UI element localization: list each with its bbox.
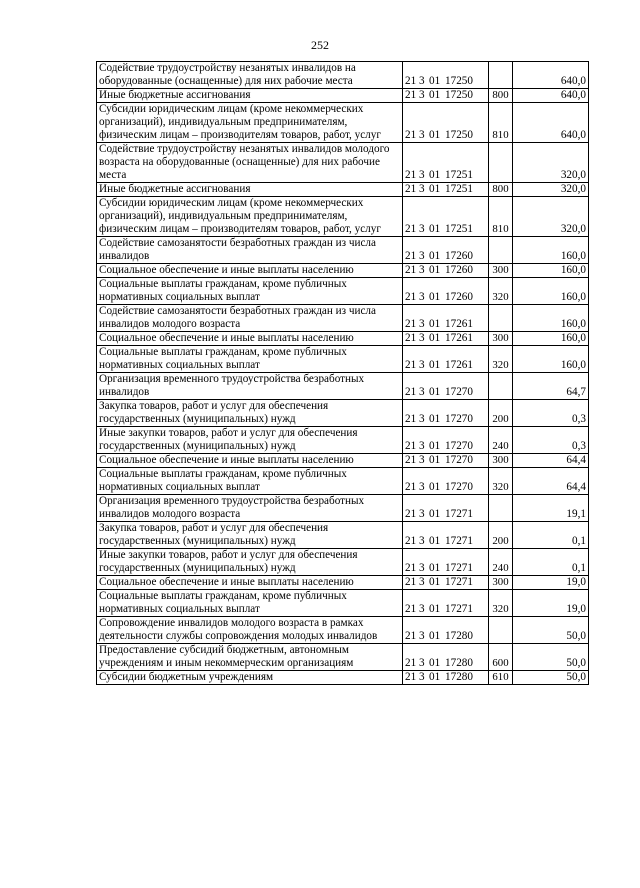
code-part: 21 — [405, 603, 417, 615]
code-part: 21 — [405, 264, 417, 276]
code-part: 3 — [419, 223, 425, 235]
row-name: Социальное обеспечение и иные выплаты населению — [97, 454, 403, 468]
row-expense-type: 200 — [489, 400, 513, 427]
code-part: 3 — [419, 603, 425, 615]
code-part: 3 — [419, 630, 425, 642]
row-code — [403, 143, 489, 183]
code-part: 17280 — [445, 630, 473, 642]
row-name: Закупка товаров, работ и услуг для обеспечения государственных (муниципальных) нужд — [97, 400, 403, 427]
table-row — [97, 454, 589, 468]
row-expense-type: 300 — [489, 264, 513, 278]
code-part: 21 — [405, 481, 417, 493]
code-part: 21 — [405, 630, 417, 642]
code-part: 21 — [405, 169, 417, 181]
code-part: 01 — [429, 603, 441, 615]
code-part: 3 — [419, 671, 425, 683]
code-part: 01 — [429, 454, 441, 466]
table-row — [97, 400, 589, 427]
row-name: Содействие самозанятости безработных граждан из числа инвалидов — [97, 237, 403, 264]
code-part: 21 — [405, 75, 417, 87]
row-amount: 64,4 — [513, 454, 589, 468]
code-part: 3 — [419, 183, 425, 195]
code-part: 17280 — [445, 657, 473, 669]
table-row — [97, 373, 589, 400]
row-expense-type: 320 — [489, 346, 513, 373]
row-code — [403, 264, 489, 278]
code-part: 21 — [405, 250, 417, 262]
code-part: 17270 — [445, 481, 473, 493]
row-name: Организация временного трудоустройства безработных инвалидов — [97, 373, 403, 400]
table-row — [97, 549, 589, 576]
code-part: 21 — [405, 671, 417, 683]
row-amount: 50,0 — [513, 644, 589, 671]
code-part: 17270 — [445, 386, 473, 398]
row-name: Иные бюджетные ассигнования — [97, 89, 403, 103]
code-part: 01 — [429, 562, 441, 574]
row-amount: 64,4 — [513, 468, 589, 495]
row-expense-type — [489, 237, 513, 264]
row-amount: 640,0 — [513, 89, 589, 103]
table-row — [97, 143, 589, 183]
code-part: 21 — [405, 413, 417, 425]
code-part: 01 — [429, 264, 441, 276]
code-part: 01 — [429, 318, 441, 330]
code-part: 3 — [419, 535, 425, 547]
code-part: 3 — [419, 440, 425, 452]
code-part: 01 — [429, 657, 441, 669]
row-name: Социальное обеспечение и иные выплаты населению — [97, 576, 403, 590]
code-part: 01 — [429, 630, 441, 642]
code-part: 21 — [405, 440, 417, 452]
row-expense-type: 810 — [489, 103, 513, 143]
code-part: 01 — [429, 183, 441, 195]
code-part: 17261 — [445, 332, 473, 344]
row-code — [403, 495, 489, 522]
code-part: 3 — [419, 264, 425, 276]
row-code — [403, 522, 489, 549]
row-expense-type: 800 — [489, 183, 513, 197]
code-part: 3 — [419, 359, 425, 371]
code-part: 01 — [429, 671, 441, 683]
code-part: 21 — [405, 535, 417, 547]
row-expense-type: 320 — [489, 468, 513, 495]
row-code — [403, 305, 489, 332]
row-name: Иные закупки товаров, работ и услуг для обеспечения государственных (муниципальных) нужд — [97, 427, 403, 454]
code-part: 21 — [405, 291, 417, 303]
row-amount: 50,0 — [513, 671, 589, 685]
row-code — [403, 278, 489, 305]
code-part: 17250 — [445, 129, 473, 141]
code-part: 17270 — [445, 413, 473, 425]
table-row — [97, 522, 589, 549]
row-name: Иные бюджетные ассигнования — [97, 183, 403, 197]
row-expense-type: 610 — [489, 671, 513, 685]
row-amount: 0,1 — [513, 549, 589, 576]
code-part: 17251 — [445, 183, 473, 195]
table-row — [97, 576, 589, 590]
row-name: Субсидии бюджетным учреждениям — [97, 671, 403, 685]
table-row — [97, 89, 589, 103]
table-row — [97, 495, 589, 522]
row-amount: 19,0 — [513, 590, 589, 617]
code-part: 3 — [419, 332, 425, 344]
code-part: 3 — [419, 129, 425, 141]
code-part: 21 — [405, 562, 417, 574]
row-code — [403, 454, 489, 468]
table-row — [97, 332, 589, 346]
row-expense-type: 800 — [489, 89, 513, 103]
code-part: 01 — [429, 89, 441, 101]
row-code — [403, 468, 489, 495]
code-part: 17251 — [445, 223, 473, 235]
row-expense-type: 300 — [489, 332, 513, 346]
row-name: Содействие самозанятости безработных граждан из числа инвалидов молодого возраста — [97, 305, 403, 332]
code-part: 21 — [405, 386, 417, 398]
code-part: 17271 — [445, 562, 473, 574]
row-name: Социальное обеспечение и иные выплаты населению — [97, 264, 403, 278]
row-amount: 320,0 — [513, 197, 589, 237]
table-row — [97, 617, 589, 644]
table-row — [97, 197, 589, 237]
row-expense-type — [489, 373, 513, 400]
table-row — [97, 103, 589, 143]
row-amount: 160,0 — [513, 305, 589, 332]
row-amount: 0,3 — [513, 427, 589, 454]
code-part: 21 — [405, 657, 417, 669]
row-code — [403, 197, 489, 237]
row-name: Иные закупки товаров, работ и услуг для обеспечения государственных (муниципальных) нужд — [97, 549, 403, 576]
row-expense-type — [489, 143, 513, 183]
row-name: Социальное обеспечение и иные выплаты населению — [97, 332, 403, 346]
code-part: 01 — [429, 223, 441, 235]
code-part: 01 — [429, 386, 441, 398]
row-name: Социальные выплаты гражданам, кроме публичных нормативных социальных выплат — [97, 590, 403, 617]
code-part: 3 — [419, 454, 425, 466]
code-part: 3 — [419, 576, 425, 588]
code-part: 3 — [419, 413, 425, 425]
code-part: 17280 — [445, 671, 473, 683]
code-part: 21 — [405, 359, 417, 371]
code-part: 01 — [429, 481, 441, 493]
table-row — [97, 468, 589, 495]
budget-table-body — [97, 62, 589, 685]
row-amount: 320,0 — [513, 143, 589, 183]
code-part: 01 — [429, 250, 441, 262]
table-row — [97, 305, 589, 332]
code-part: 01 — [429, 291, 441, 303]
code-part: 01 — [429, 440, 441, 452]
code-part: 17261 — [445, 318, 473, 330]
code-part: 01 — [429, 359, 441, 371]
table-row — [97, 346, 589, 373]
code-part: 17270 — [445, 454, 473, 466]
row-code — [403, 62, 489, 89]
row-amount: 19,0 — [513, 576, 589, 590]
table-row — [97, 62, 589, 89]
code-part: 3 — [419, 318, 425, 330]
code-part: 3 — [419, 386, 425, 398]
code-part: 17271 — [445, 508, 473, 520]
row-amount: 640,0 — [513, 103, 589, 143]
row-code — [403, 549, 489, 576]
row-name: Содействие трудоустройству незанятых инвалидов на оборудованные (оснащенные) для них рабочие места — [97, 62, 403, 89]
code-part: 3 — [419, 291, 425, 303]
row-amount: 320,0 — [513, 183, 589, 197]
code-part: 3 — [419, 481, 425, 493]
code-part: 17271 — [445, 603, 473, 615]
code-part: 21 — [405, 89, 417, 101]
row-amount: 0,1 — [513, 522, 589, 549]
row-amount: 160,0 — [513, 264, 589, 278]
row-code — [403, 644, 489, 671]
row-expense-type: 200 — [489, 522, 513, 549]
code-part: 01 — [429, 508, 441, 520]
row-expense-type: 600 — [489, 644, 513, 671]
page-number: 252 — [311, 38, 329, 52]
code-part: 3 — [419, 89, 425, 101]
row-expense-type: 810 — [489, 197, 513, 237]
row-amount: 160,0 — [513, 332, 589, 346]
code-part: 17270 — [445, 440, 473, 452]
code-part: 17260 — [445, 250, 473, 262]
row-code — [403, 427, 489, 454]
table-row — [97, 644, 589, 671]
code-part: 21 — [405, 576, 417, 588]
code-part: 21 — [405, 454, 417, 466]
row-code — [403, 346, 489, 373]
code-part: 17250 — [445, 75, 473, 87]
table-row — [97, 183, 589, 197]
row-code — [403, 576, 489, 590]
code-part: 01 — [429, 129, 441, 141]
code-part: 21 — [405, 183, 417, 195]
row-amount: 19,1 — [513, 495, 589, 522]
row-expense-type — [489, 617, 513, 644]
row-amount: 64,7 — [513, 373, 589, 400]
code-part: 01 — [429, 332, 441, 344]
code-part: 3 — [419, 508, 425, 520]
row-name: Субсидии юридическим лицам (кроме некоммерческих организаций), индивидуальным предпринимателям, физическим лицам – производителям товаров, работ, услуг — [97, 103, 403, 143]
row-name: Закупка товаров, работ и услуг для обеспечения государственных (муниципальных) нужд — [97, 522, 403, 549]
code-part: 17260 — [445, 291, 473, 303]
row-name: Социальные выплаты гражданам, кроме публичных нормативных социальных выплат — [97, 278, 403, 305]
table-row — [97, 590, 589, 617]
code-part: 01 — [429, 75, 441, 87]
row-name: Предоставление субсидий бюджетным, автономным учреждениям и иным некоммерческим организациям — [97, 644, 403, 671]
row-amount: 0,3 — [513, 400, 589, 427]
code-part: 01 — [429, 576, 441, 588]
row-amount: 160,0 — [513, 237, 589, 264]
code-part: 01 — [429, 535, 441, 547]
row-name: Социальные выплаты гражданам, кроме публичных нормативных социальных выплат — [97, 468, 403, 495]
table-row — [97, 427, 589, 454]
row-expense-type: 300 — [489, 576, 513, 590]
code-part: 21 — [405, 223, 417, 235]
row-name: Сопровождение инвалидов молодого возраста в рамках деятельности службы сопровождения молодых инвалидов — [97, 617, 403, 644]
row-expense-type: 300 — [489, 454, 513, 468]
code-part: 3 — [419, 657, 425, 669]
table-row — [97, 278, 589, 305]
code-part: 21 — [405, 129, 417, 141]
row-code — [403, 590, 489, 617]
code-part: 17271 — [445, 576, 473, 588]
code-part: 3 — [419, 562, 425, 574]
row-expense-type: 320 — [489, 278, 513, 305]
code-part: 21 — [405, 318, 417, 330]
row-expense-type — [489, 495, 513, 522]
row-expense-type — [489, 62, 513, 89]
code-part: 17261 — [445, 359, 473, 371]
code-part: 17260 — [445, 264, 473, 276]
row-code — [403, 332, 489, 346]
row-code — [403, 103, 489, 143]
row-expense-type: 240 — [489, 549, 513, 576]
table-row — [97, 671, 589, 685]
code-part: 01 — [429, 169, 441, 181]
code-part: 17271 — [445, 535, 473, 547]
code-part: 3 — [419, 75, 425, 87]
row-name: Организация временного трудоустройства безработных инвалидов молодого возраста — [97, 495, 403, 522]
row-amount: 640,0 — [513, 62, 589, 89]
row-code — [403, 89, 489, 103]
row-code — [403, 617, 489, 644]
code-part: 21 — [405, 508, 417, 520]
row-code — [403, 400, 489, 427]
row-expense-type: 240 — [489, 427, 513, 454]
row-name: Содействие трудоустройству незанятых инвалидов молодого возраста на оборудованные (оснащенные) для них рабочие места — [97, 143, 403, 183]
code-part: 17250 — [445, 89, 473, 101]
row-code — [403, 671, 489, 685]
code-part: 17251 — [445, 169, 473, 181]
row-code — [403, 237, 489, 264]
code-part: 3 — [419, 169, 425, 181]
code-part: 01 — [429, 413, 441, 425]
code-part: 3 — [419, 250, 425, 262]
table-row — [97, 264, 589, 278]
code-part: 21 — [405, 332, 417, 344]
row-code — [403, 183, 489, 197]
row-code — [403, 373, 489, 400]
table-row — [97, 237, 589, 264]
row-amount: 160,0 — [513, 278, 589, 305]
row-amount: 50,0 — [513, 617, 589, 644]
row-expense-type — [489, 305, 513, 332]
row-expense-type: 320 — [489, 590, 513, 617]
budget-table — [96, 61, 589, 685]
row-amount: 160,0 — [513, 346, 589, 373]
row-name: Социальные выплаты гражданам, кроме публичных нормативных социальных выплат — [97, 346, 403, 373]
row-name: Субсидии юридическим лицам (кроме некоммерческих организаций), индивидуальным предпринимателям, физическим лицам – производителям товаров, работ, услуг — [97, 197, 403, 237]
